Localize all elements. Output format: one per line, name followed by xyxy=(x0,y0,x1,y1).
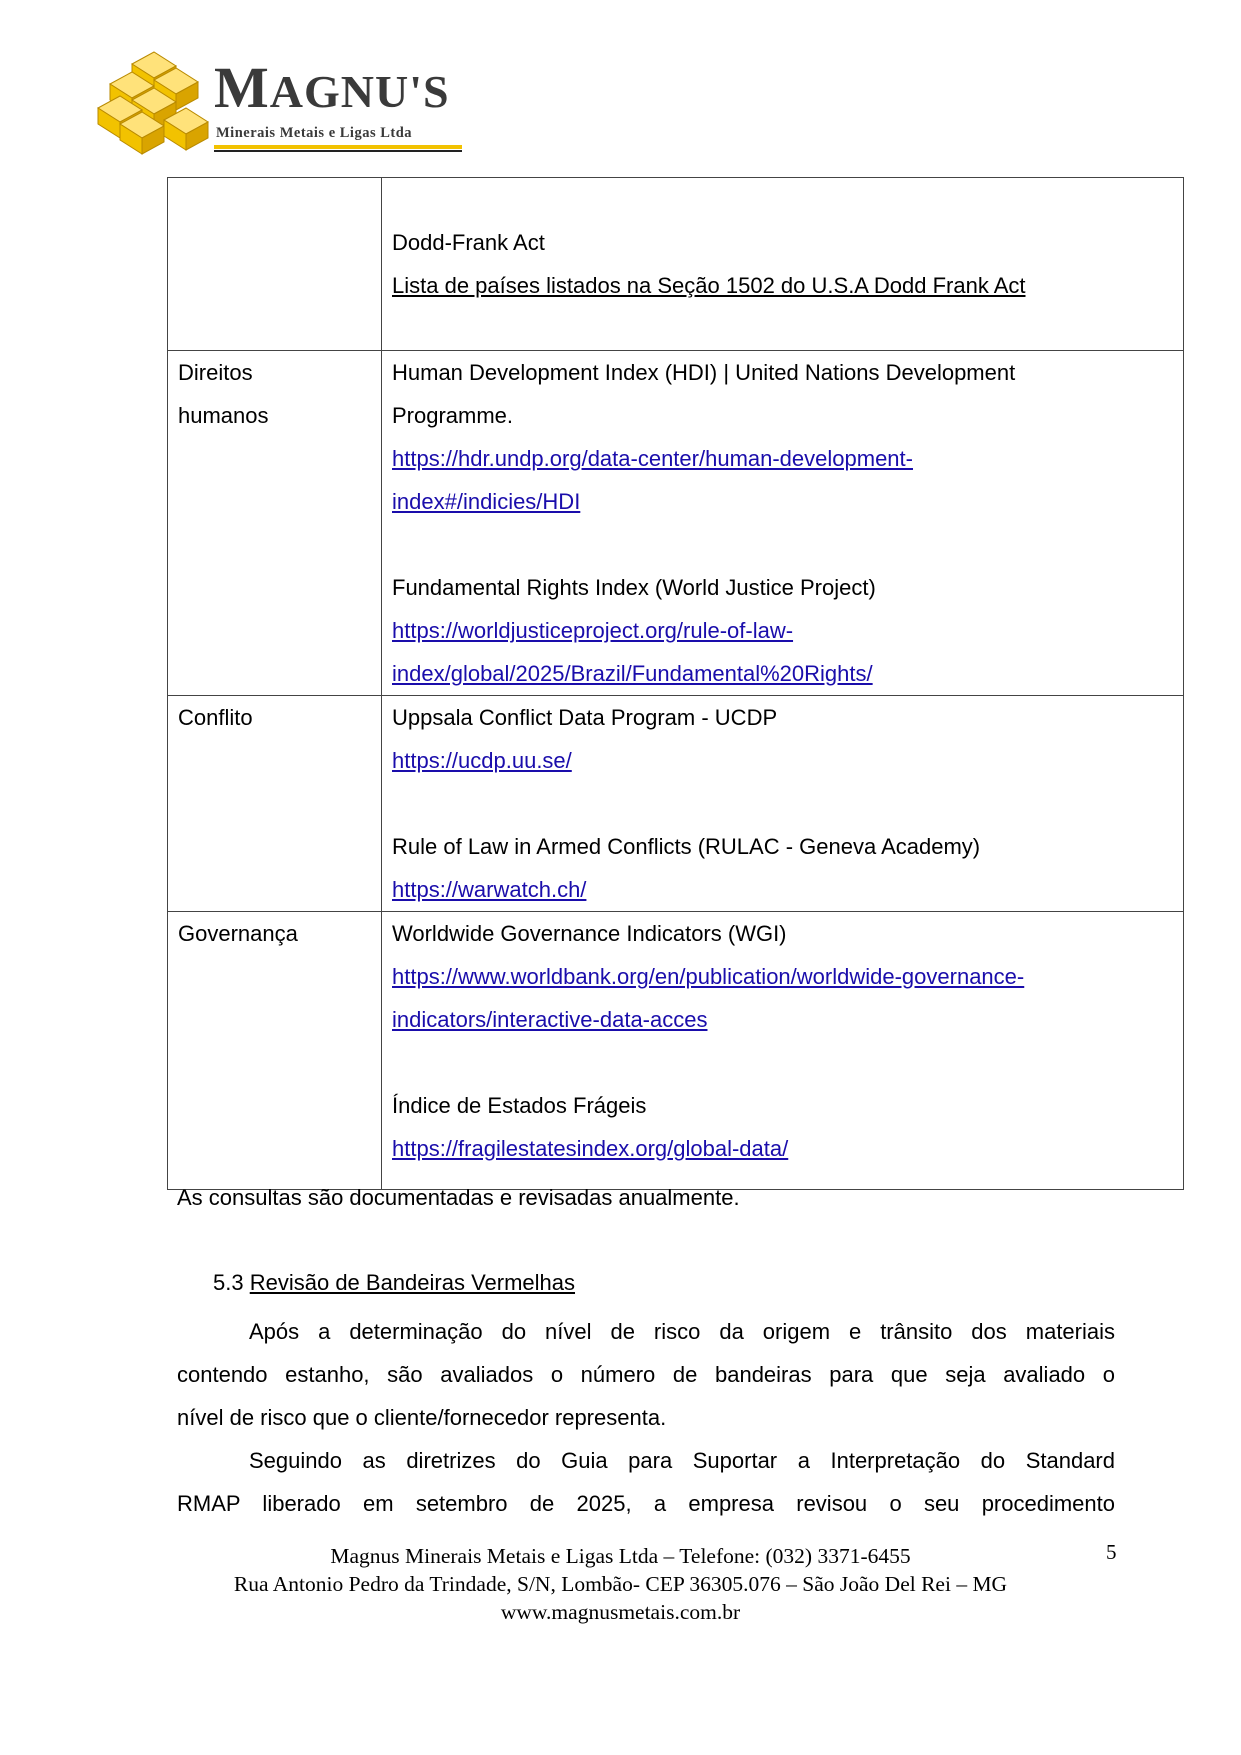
paragraph-line: Após a determinação do nível de risco da origem e trânsito dos materiais xyxy=(249,1319,1115,1344)
logo-wordmark: MAGNU'S xyxy=(214,55,450,120)
category-cell xyxy=(168,696,382,912)
section-heading xyxy=(213,1268,575,1298)
sources-cell xyxy=(382,351,1184,696)
source-line xyxy=(392,1084,1175,1127)
paragraph-line: Seguindo as diretrizes do Guia para Suportar a Interpretação do Standard xyxy=(249,1448,1115,1473)
spacer xyxy=(392,307,1175,350)
source-link[interactable]: https://warwatch.ch/ xyxy=(392,877,587,902)
source-line xyxy=(392,696,1175,739)
source-title: Fundamental Rights Index (World Justice Project) xyxy=(392,575,876,600)
paragraph-2 xyxy=(177,1439,1115,1525)
source-line xyxy=(392,868,1175,911)
category-label: Governança xyxy=(178,921,298,946)
source-line xyxy=(392,652,1175,695)
spacer xyxy=(392,1041,1175,1084)
source-title: Rule of Law in Armed Conflicts (RULAC - Geneva Academy) xyxy=(392,834,981,859)
source-link[interactable]: https://hdr.undp.org/data-center/human-development- xyxy=(392,446,913,471)
source-line xyxy=(392,394,1175,437)
source-line xyxy=(392,912,1175,955)
source-line xyxy=(392,264,1175,307)
source-link[interactable]: https://fragilestatesindex.org/global-data/ xyxy=(392,1136,789,1161)
source-title: Uppsala Conflict Data Program - UCDP xyxy=(392,705,778,730)
category-cell xyxy=(168,912,382,1190)
table-row xyxy=(168,178,1184,351)
gold-bars-icon xyxy=(92,44,217,166)
source-title: Dodd-Frank Act xyxy=(392,230,545,255)
category-label: Direitos xyxy=(178,360,253,385)
paragraph-1 xyxy=(177,1310,1115,1439)
footer-company-phone: Magnus Minerais Metais e Ligas Ltda – Telefone: (032) 3371-6455 xyxy=(330,1544,911,1568)
source-title: Human Development Index (HDI) | United Nations Development xyxy=(392,360,1016,385)
table-row xyxy=(168,696,1184,912)
footer-address: Rua Antonio Pedro da Trindade, S/N, Lombão- CEP 36305.076 – São João Del Rei – MG xyxy=(233,1572,1008,1596)
source-line xyxy=(392,955,1175,998)
paragraph-line: RMAP liberado em setembro de 2025, a empresa revisou o seu procedimento xyxy=(177,1491,1115,1516)
spacer xyxy=(392,782,1175,825)
logo-underline-dark xyxy=(214,150,462,152)
source-line xyxy=(392,437,1175,480)
source-link[interactable]: https://www.worldbank.org/en/publication/worldwide-governance- xyxy=(392,964,1025,989)
source-line xyxy=(392,480,1175,523)
section-number: 5.3 xyxy=(213,1270,244,1295)
source-line xyxy=(392,609,1175,652)
source-line xyxy=(392,739,1175,782)
source-link[interactable]: index#/indicies/HDI xyxy=(392,489,581,514)
footer-website: www.magnusmetais.com.br xyxy=(500,1600,741,1624)
spacer xyxy=(392,523,1175,566)
source-line xyxy=(392,351,1175,394)
category-label: Conflito xyxy=(178,705,253,730)
source-link[interactable]: index/global/2025/Brazil/Fundamental%20Rights/ xyxy=(392,661,873,686)
table-row xyxy=(168,351,1184,696)
category-label: humanos xyxy=(178,403,269,428)
section-title: Revisão de Bandeiras Vermelhas xyxy=(249,1270,576,1295)
source-title: Worldwide Governance Indicators (WGI) xyxy=(392,921,787,946)
logo-subtitle: Minerais Metais e Ligas Ltda xyxy=(216,125,413,141)
table-row xyxy=(168,912,1184,1190)
category-cell xyxy=(168,351,382,696)
source-line xyxy=(392,825,1175,868)
sources-table xyxy=(167,177,1184,1190)
company-logo xyxy=(92,44,472,166)
after-table-note: As consultas são documentadas e revisadas anualmente. xyxy=(177,1185,740,1210)
category-cell xyxy=(168,178,382,351)
sources-cell xyxy=(382,912,1184,1190)
source-line xyxy=(392,998,1175,1041)
source-title-underlined: Lista de países listados na Seção 1502 do U.S.A Dodd Frank Act xyxy=(392,273,1026,298)
sources-cell xyxy=(382,178,1184,351)
page-number: 5 xyxy=(1106,1540,1117,1564)
source-line xyxy=(392,221,1175,264)
source-title: Programme. xyxy=(392,403,514,428)
logo-underline xyxy=(214,145,462,149)
paragraph-line: nível de risco que o cliente/fornecedor representa. xyxy=(177,1405,667,1430)
source-title: Índice de Estados Frágeis xyxy=(392,1093,647,1118)
source-link[interactable]: https://ucdp.uu.se/ xyxy=(392,748,572,773)
sources-cell xyxy=(382,696,1184,912)
source-line xyxy=(392,1127,1175,1170)
source-line xyxy=(392,566,1175,609)
category-label xyxy=(178,178,381,221)
spacer xyxy=(392,178,1175,221)
source-link[interactable]: indicators/interactive-data-acces xyxy=(392,1007,708,1032)
source-link[interactable]: https://worldjusticeproject.org/rule-of-law- xyxy=(392,618,794,643)
paragraph-line: contendo estanho, são avaliados o número de bandeiras para que seja avaliado o xyxy=(177,1362,1115,1387)
